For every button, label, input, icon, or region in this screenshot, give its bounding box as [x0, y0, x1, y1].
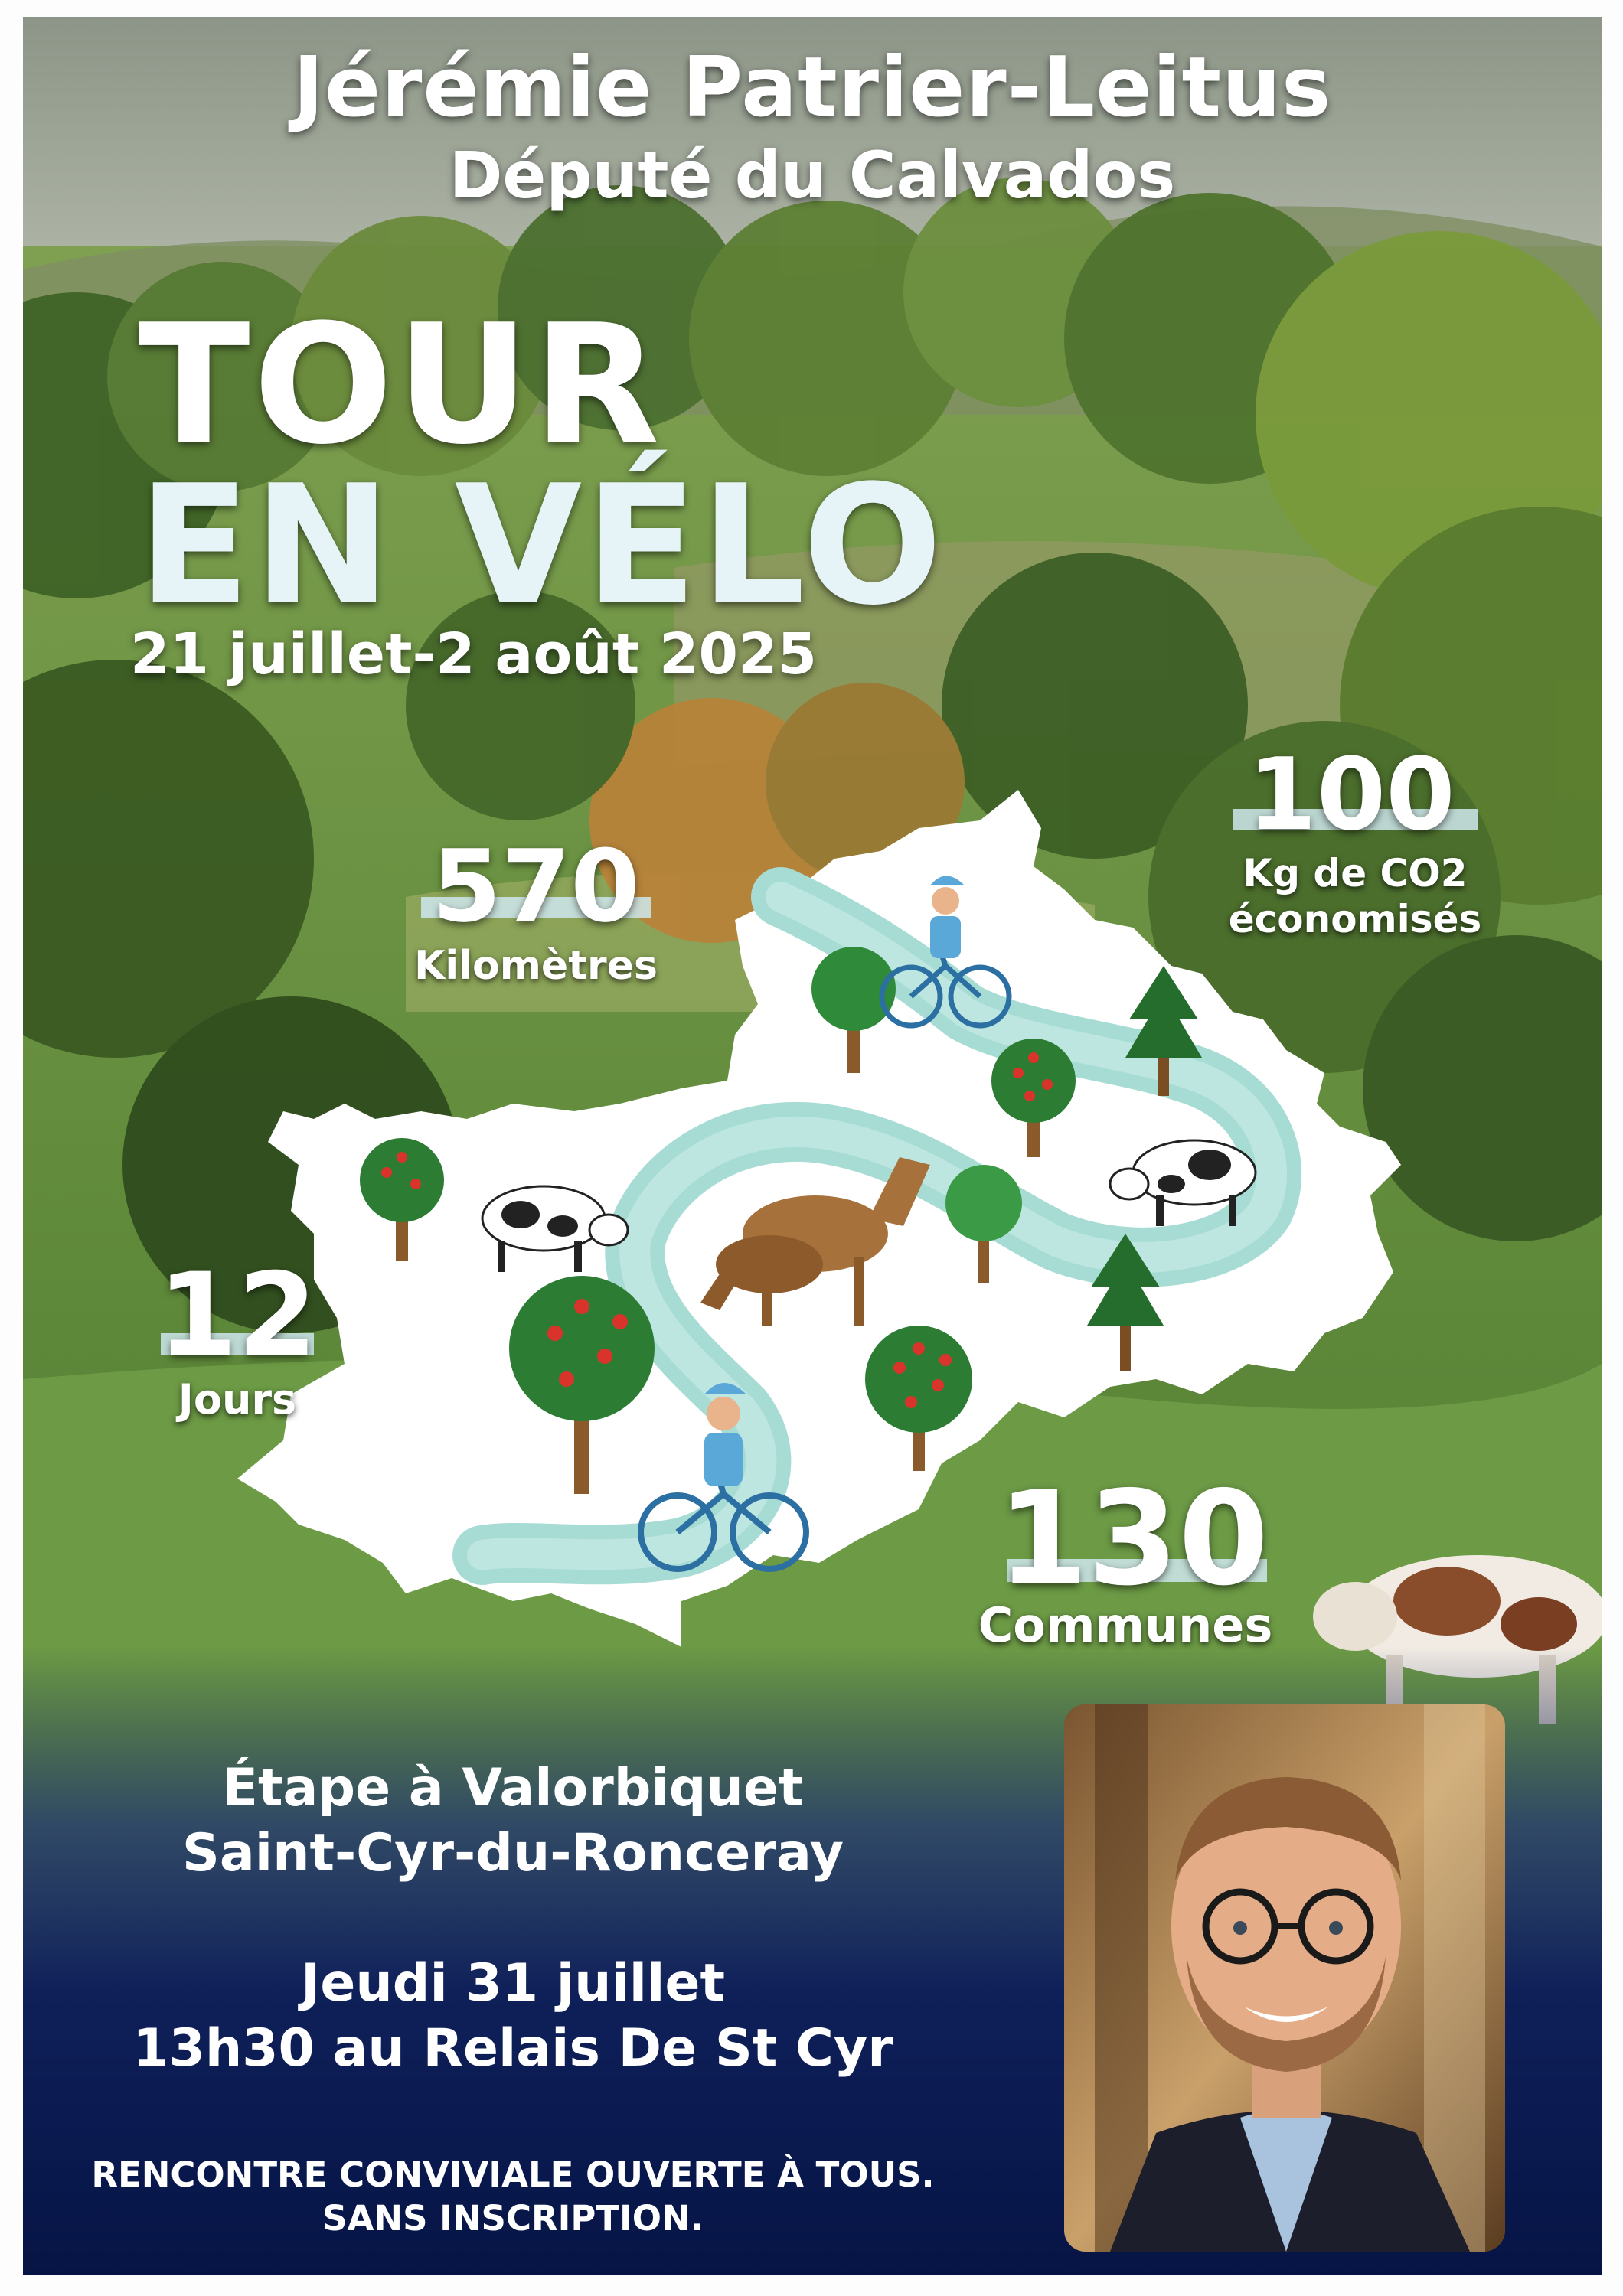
note-line-1: RENCONTRE CONVIVIALE OUVERTE À TOUS. — [91, 2154, 935, 2195]
stat-days-label: Jours — [178, 1375, 297, 1424]
stat-km-label: Kilomètres — [414, 943, 658, 989]
stat-communes-value: 130 — [997, 1463, 1269, 1615]
stat-days-value: 12 — [157, 1249, 318, 1382]
deputy-role: Député du Calvados — [449, 138, 1176, 213]
stage-line-1: Étape à Valorbiquet — [222, 1758, 804, 1818]
stat-communes-label: Communes — [978, 1597, 1273, 1653]
poster — [23, 17, 1602, 2275]
title-line-2: EN VÉLO — [138, 449, 946, 641]
portrait-illustration — [1064, 1704, 1505, 2252]
when-line-2: 13h30 au Relais De St Cyr — [132, 2018, 893, 2079]
stat-co2-label-1: Kg de CO2 — [1243, 851, 1468, 895]
stat-km-value: 570 — [432, 828, 640, 944]
deputy-portrait — [1064, 1704, 1505, 2252]
stage-line-2: Saint-Cyr-du-Ronceray — [181, 1823, 844, 1883]
stat-co2-label-2: économisés — [1228, 897, 1482, 941]
stat-co2-value: 100 — [1247, 736, 1455, 853]
deputy-name: Jérémie Patrier-Leitus — [292, 40, 1332, 135]
note-line-2: SANS INSCRIPTION. — [322, 2198, 704, 2239]
event-dates: 21 juillet-2 août 2025 — [130, 621, 817, 687]
when-line-1: Jeudi 31 juillet — [300, 1953, 726, 2014]
title-line-1: TOUR — [138, 289, 663, 481]
